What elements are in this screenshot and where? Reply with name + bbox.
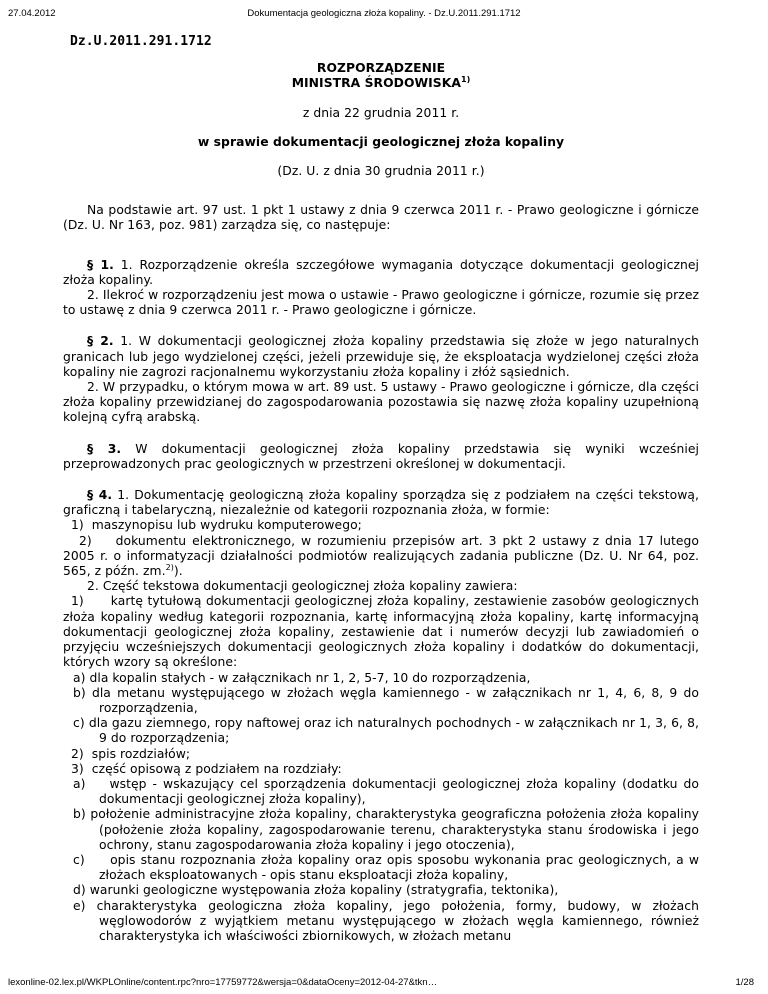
act-type: ROZPORZĄDZENIE — [316, 61, 446, 76]
section-mark: § 3. — [87, 441, 122, 456]
item-number: 1) — [71, 594, 84, 609]
list-item — [63, 716, 699, 746]
list-item — [63, 534, 699, 580]
paragraph: 2. W przypadku, o którym mowa w art. 89 ust. 5 ustawy - Prawo geologiczne i górnicze, dla części złoża kopaliny przewidzianej do zagospodarowania pozostawia się nazwę złoża kopaliny uzupełnioną kolejną cyfrą arabską. — [63, 380, 699, 425]
item-letter: c) — [73, 716, 85, 731]
list-item — [63, 899, 699, 945]
issuer-text: MINISTRA ŚRODOWISKA — [291, 76, 461, 91]
item-text: maszynopisu lub wydruku komputerowego; — [91, 518, 362, 533]
item-text: położenie administracyjne złoża kopaliny, charakterystyka geograficzna położenia złoża kopaliny (położenie złoża kopaliny, zagospodarowanie terenu, charakterystyka stanu środowiska i jego ochrony, stanu zagospodarowania złoża kopaliny i jego otoczenia), — [90, 807, 699, 852]
document-id: Dz.U.2011.291.1712 — [70, 34, 212, 49]
document-body — [63, 34, 699, 944]
item-text: kartę tytułową dokumentacji geologicznej złoża kopaliny, zestawienie zasobów geologicznych złoża kopaliny według kategorii rozpoznania, kartę informacyjną złoża kopaliny, kartę informacyjną dokumentacji geologicznej złoża kopaliny, zestawienie dat i numerów decyzji lub zawiadomień o przyjęciu wcześniejszych dokumentacji geologicznych złoża kopaliny i dodatków do dokumentacji, których wzory są określone: — [63, 594, 699, 670]
list-item — [63, 762, 699, 777]
subject: w sprawie dokumentacji geologicznej złoża kopaliny — [197, 134, 565, 149]
list-item — [63, 883, 699, 898]
print-header — [0, 0, 768, 24]
list-item — [63, 853, 699, 883]
item-text: dla kopalin stałych - w załącznikach nr 1, 2, 5-7, 10 do rozporządzenia, — [89, 670, 531, 685]
footnote-ref[interactable]: 2) — [165, 563, 174, 573]
item-number: 1) — [71, 518, 84, 533]
print-title: Dokumentacja geologiczna złoża kopaliny. - Dz.U.2011.291.1712 — [247, 8, 521, 19]
item-number: 3) — [71, 761, 84, 776]
item-letter: d) — [73, 883, 86, 898]
paragraph-text: W dokumentacji geologicznej złoża kopaliny przedstawia się wyniki wcześniej przeprowadzonych prac geologicznych w przestrzeni określonej w dokumentacji. — [63, 441, 699, 471]
list-item — [63, 686, 699, 716]
item-text: dla gazu ziemnego, ropy naftowej oraz ich naturalnych pochodnych - w załącznikach nr 1, 3, 6, 8, 9 do rozporządzenia; — [88, 716, 699, 746]
print-date: 27.04.2012 — [8, 8, 56, 19]
item-text-end: ). — [173, 564, 183, 579]
item-number: 2) — [79, 533, 92, 548]
source-url: lexonline-02.lex.pl/WKPLOnline/content.rpc?nro=17759772&wersja=0&dataOceny=2012-04-27&tkn… — [8, 977, 438, 988]
item-letter: b) — [73, 685, 86, 700]
print-footer — [0, 972, 768, 994]
item-text: wstęp - wskazujący cel sporządzenia dokumentacji geologicznej złoża kopaliny (dodatku do dokumentacji geologicznej złoża kopaliny), — [99, 776, 700, 807]
item-letter: a) — [73, 776, 86, 791]
paragraph: 2. Ilekroć w rozporządzeniu jest mowa o ustawie - Prawo geologiczne i górnicze, rozumie się przez to ustawę z dnia 9 czerwca 2011 r. - Prawo geologiczne i górnicze. — [63, 288, 699, 318]
list-item — [63, 807, 699, 853]
item-text: część opisową z podziałem na rozdziały: — [91, 761, 342, 776]
item-text: warunki geologiczne występowania złoża kopaliny (stratygrafia, tektonika), — [89, 883, 559, 898]
section-mark: § 2. — [87, 334, 114, 349]
section-1 — [63, 258, 699, 288]
date-line: z dnia 22 grudnia 2011 r. — [302, 105, 460, 120]
section-3 — [63, 442, 699, 472]
item-letter: b) — [73, 807, 86, 822]
item-letter: a) — [73, 670, 86, 685]
list-item — [63, 594, 699, 670]
list-item — [63, 518, 699, 533]
list-item — [63, 747, 699, 762]
paragraph-text: 1. W dokumentacji geologicznej złoża kopaliny przedstawia się złoże w jego naturalnych granicach lub jego wydzielonej części, jeżeli przewiduje się, że eksploatacja wydzielonej części złoża kopaliny nie zagrozi racjonalnemu wykorzystaniu złoża kopaliny i złóż sąsiednich. — [63, 334, 700, 379]
paragraph: 2. Część tekstowa dokumentacji geologicznej złoża kopaliny zawiera: — [87, 579, 518, 594]
item-text: dokumentu elektronicznego, w rozumieniu przepisów art. 3 pkt 2 ustawy z dnia 17 lutego 2005 r. o informatyzacji działalności podmiotów realizujących zadania publiczne (Dz. U. Nr 64, poz. 565, z późn. zm. — [63, 533, 699, 579]
item-number: 2) — [71, 746, 84, 761]
item-letter: e) — [73, 898, 86, 913]
section-mark: § 4. — [87, 488, 113, 503]
issuer — [63, 76, 699, 91]
list-item — [63, 671, 699, 686]
paragraph-text: 1. Dokumentację geologiczną złoża kopaliny sporządza się z podziałem na części tekstową, graficzną i tabelaryczną, niezależnie od kategorii rozpoznania złoża, w formie: — [63, 488, 699, 518]
item-text: charakterystyka geologiczna złoża kopaliny, jego położenia, formy, budowy, w złożach węglowodorów z wyjątkiem metanu występującego w złożach węgla kamiennego, również charakterystyka ich właściwości zbiornikowych, w złożach metanu — [96, 898, 699, 943]
list-item — [63, 777, 699, 807]
paragraph-text: 1. Rozporządzenie określa szczegółowe wymagania dotyczące dokumentacji geologicznej złoża kopaliny. — [63, 257, 699, 287]
item-text: spis rozdziałów; — [91, 746, 191, 761]
section-2 — [63, 334, 699, 380]
publication-info: (Dz. U. z dnia 30 grudnia 2011 r.) — [277, 164, 485, 179]
preamble: Na podstawie art. 97 ust. 1 pkt 1 ustawy z dnia 9 czerwca 2011 r. - Prawo geologiczne i górnicze (Dz. U. Nr 163, poz. 981) zarządza się, co następuje: — [63, 203, 699, 233]
section-4 — [63, 488, 699, 518]
page-counter: 1/28 — [735, 977, 754, 988]
section-mark: § 1. — [87, 257, 114, 272]
footnote-ref[interactable]: 1) — [460, 75, 471, 85]
item-text: dla metanu występującego w złożach węgla kamiennego - w załącznikach nr 1, 4, 6, 8, 9 do rozporządzenia, — [91, 685, 699, 715]
item-letter: c) — [73, 852, 85, 867]
item-text: opis stanu rozpoznania złoża kopaliny oraz opis sposobu wykonania prac geologicznych, a w złożach eksploatowanych - opis stanu eksploatacji złoża kopaliny, — [99, 852, 699, 883]
